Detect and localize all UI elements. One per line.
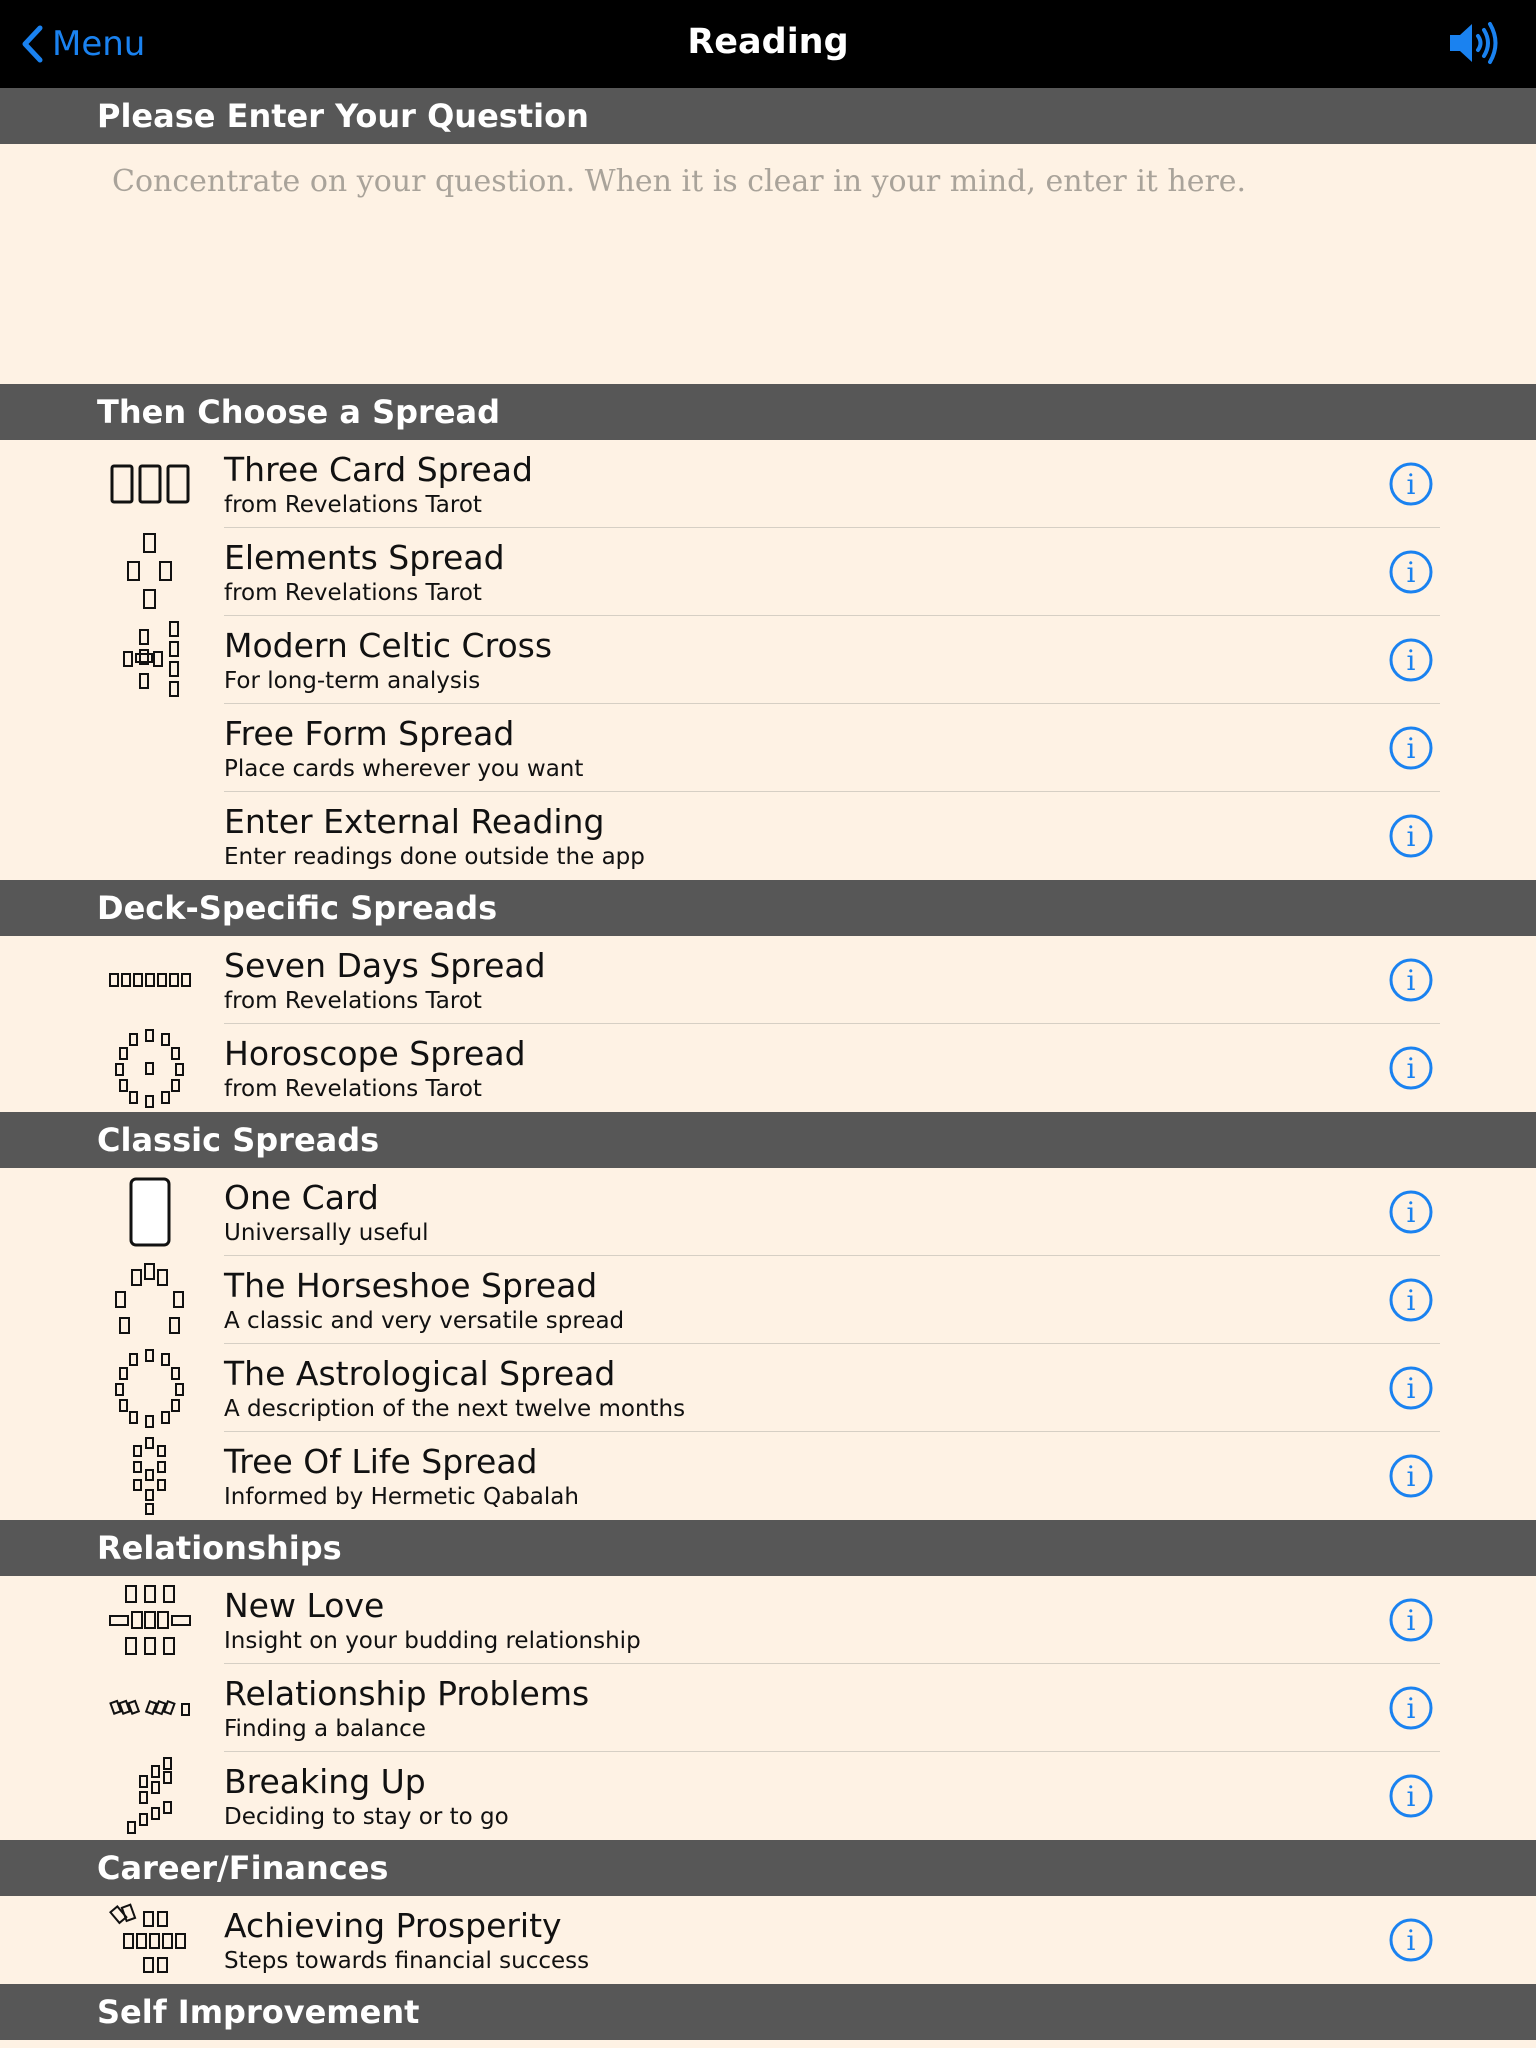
spread-subtitle: from Revelations Tarot <box>224 1076 482 1102</box>
spread-row-horoscope[interactable] <box>0 1024 1536 1112</box>
spread-subtitle: from Revelations Tarot <box>224 580 482 606</box>
one-card-layout-icon <box>100 1168 200 1256</box>
spread-subtitle: Deciding to stay or to go <box>224 1804 509 1830</box>
spread-title: Enter External Reading <box>224 802 605 841</box>
spread-subtitle: Steps towards financial success <box>224 1948 590 1974</box>
info-icon[interactable] <box>1388 1917 1434 1963</box>
section-header-self-improvement: Self Improvement <box>0 1984 1536 2040</box>
spread-row-three-card[interactable] <box>0 440 1536 528</box>
spread-title: Seven Days Spread <box>224 946 546 985</box>
spread-title: The Astrological Spread <box>224 1354 616 1393</box>
spread-row-celtic-cross[interactable] <box>0 616 1536 704</box>
spread-title: The Horseshoe Spread <box>224 1266 598 1305</box>
question-input[interactable] <box>0 144 1536 384</box>
sound-button[interactable] <box>1448 20 1500 70</box>
spread-row-breaking-up[interactable] <box>0 1752 1536 1840</box>
spread-row-seven-days[interactable] <box>0 936 1536 1024</box>
spread-title: Elements Spread <box>224 538 505 577</box>
spread-row-horseshoe[interactable] <box>0 1256 1536 1344</box>
spread-subtitle: Enter readings done outside the app <box>224 844 645 870</box>
question-header: Please Enter Your Question <box>0 88 1536 144</box>
spread-title: Horoscope Spread <box>224 1034 526 1073</box>
svg-text:i: i <box>1406 964 1416 997</box>
info-icon[interactable] <box>1388 1189 1434 1235</box>
info-icon[interactable] <box>1388 1365 1434 1411</box>
info-icon[interactable] <box>1388 1277 1434 1323</box>
spread-subtitle: A classic and very versatile spread <box>224 1308 625 1334</box>
celtic-cross-layout-icon <box>100 616 200 704</box>
back-button-label: Menu <box>52 24 146 64</box>
spread-title: Modern Celtic Cross <box>224 626 553 665</box>
astrological-layout-icon <box>100 1344 200 1432</box>
info-icon[interactable] <box>1388 461 1434 507</box>
section-header-choose-spread: Then Choose a Spread <box>0 384 1536 440</box>
spread-subtitle: from Revelations Tarot <box>224 492 482 518</box>
speaker-icon <box>1448 20 1500 66</box>
svg-text:i: i <box>1406 1196 1416 1229</box>
question-area <box>0 144 1536 384</box>
section-header-classic: Classic Spreads <box>0 1112 1536 1168</box>
spread-subtitle: For long-term analysis <box>224 668 481 694</box>
info-icon[interactable] <box>1388 549 1434 595</box>
elements-layout-icon <box>100 528 200 616</box>
navigation-bar <box>0 0 1536 88</box>
svg-text:i: i <box>1406 820 1416 853</box>
spread-title: Relationship Problems <box>224 1674 590 1713</box>
page-title: Reading <box>687 22 849 62</box>
spread-title: One Card <box>224 1178 379 1217</box>
spread-row-astrological[interactable] <box>0 1344 1536 1432</box>
spread-row-tree-of-life[interactable] <box>0 1432 1536 1520</box>
spread-title: Free Form Spread <box>224 714 515 753</box>
svg-text:i: i <box>1406 1604 1416 1637</box>
svg-text:i: i <box>1406 1052 1416 1085</box>
new-love-layout-icon <box>100 1576 200 1664</box>
section-header-deck-specific: Deck-Specific Spreads <box>0 880 1536 936</box>
spread-subtitle: Place cards wherever you want <box>224 756 584 782</box>
spread-title: Breaking Up <box>224 1762 426 1801</box>
spread-row-new-love[interactable] <box>0 1576 1536 1664</box>
tree-of-life-layout-icon <box>100 1432 200 1520</box>
svg-text:i: i <box>1406 1460 1416 1493</box>
svg-text:i: i <box>1406 732 1416 765</box>
info-icon[interactable] <box>1388 813 1434 859</box>
info-icon[interactable] <box>1388 725 1434 771</box>
spread-subtitle: A description of the next twelve months <box>224 1396 686 1422</box>
svg-text:i: i <box>1406 1780 1416 1813</box>
svg-text:i: i <box>1406 1284 1416 1317</box>
svg-text:i: i <box>1406 1924 1416 1957</box>
spread-title: Achieving Prosperity <box>224 1906 562 1945</box>
svg-text:i: i <box>1406 1372 1416 1405</box>
info-icon[interactable] <box>1388 637 1434 683</box>
spread-row-one-card[interactable] <box>0 1168 1536 1256</box>
horoscope-layout-icon <box>100 1024 200 1112</box>
info-icon[interactable] <box>1388 957 1434 1003</box>
spread-title: Tree Of Life Spread <box>224 1442 538 1481</box>
spread-subtitle: Informed by Hermetic Qabalah <box>224 1484 579 1510</box>
svg-text:i: i <box>1406 556 1416 589</box>
relationship-problems-layout-icon <box>100 1664 200 1752</box>
info-icon[interactable] <box>1388 1597 1434 1643</box>
seven-days-layout-icon <box>100 936 200 1024</box>
spread-row-elements[interactable] <box>0 528 1536 616</box>
svg-text:i: i <box>1406 644 1416 677</box>
spread-title: New Love <box>224 1586 385 1625</box>
spread-row-relationship-problems[interactable] <box>0 1664 1536 1752</box>
three-card-layout-icon <box>100 440 200 528</box>
spread-row-external-reading[interactable] <box>0 792 1536 880</box>
breaking-up-layout-icon <box>100 1752 200 1840</box>
spread-row-free-form[interactable] <box>0 704 1536 792</box>
spread-subtitle: Insight on your budding relationship <box>224 1628 641 1654</box>
info-icon[interactable] <box>1388 1685 1434 1731</box>
info-icon[interactable] <box>1388 1453 1434 1499</box>
section-header-relationships: Relationships <box>0 1520 1536 1576</box>
spread-row-prosperity[interactable] <box>0 1896 1536 1984</box>
list-continuation <box>0 2040 1536 2048</box>
spread-title: Three Card Spread <box>224 450 533 489</box>
horseshoe-layout-icon <box>100 1256 200 1344</box>
info-icon[interactable] <box>1388 1773 1434 1819</box>
spread-subtitle: from Revelations Tarot <box>224 988 482 1014</box>
spread-subtitle: Finding a balance <box>224 1716 426 1742</box>
spread-subtitle: Universally useful <box>224 1220 429 1246</box>
svg-text:i: i <box>1406 1692 1416 1725</box>
svg-text:i: i <box>1406 468 1416 501</box>
section-header-career: Career/Finances <box>0 1840 1536 1896</box>
prosperity-layout-icon <box>100 1896 200 1984</box>
info-icon[interactable] <box>1388 1045 1434 1091</box>
